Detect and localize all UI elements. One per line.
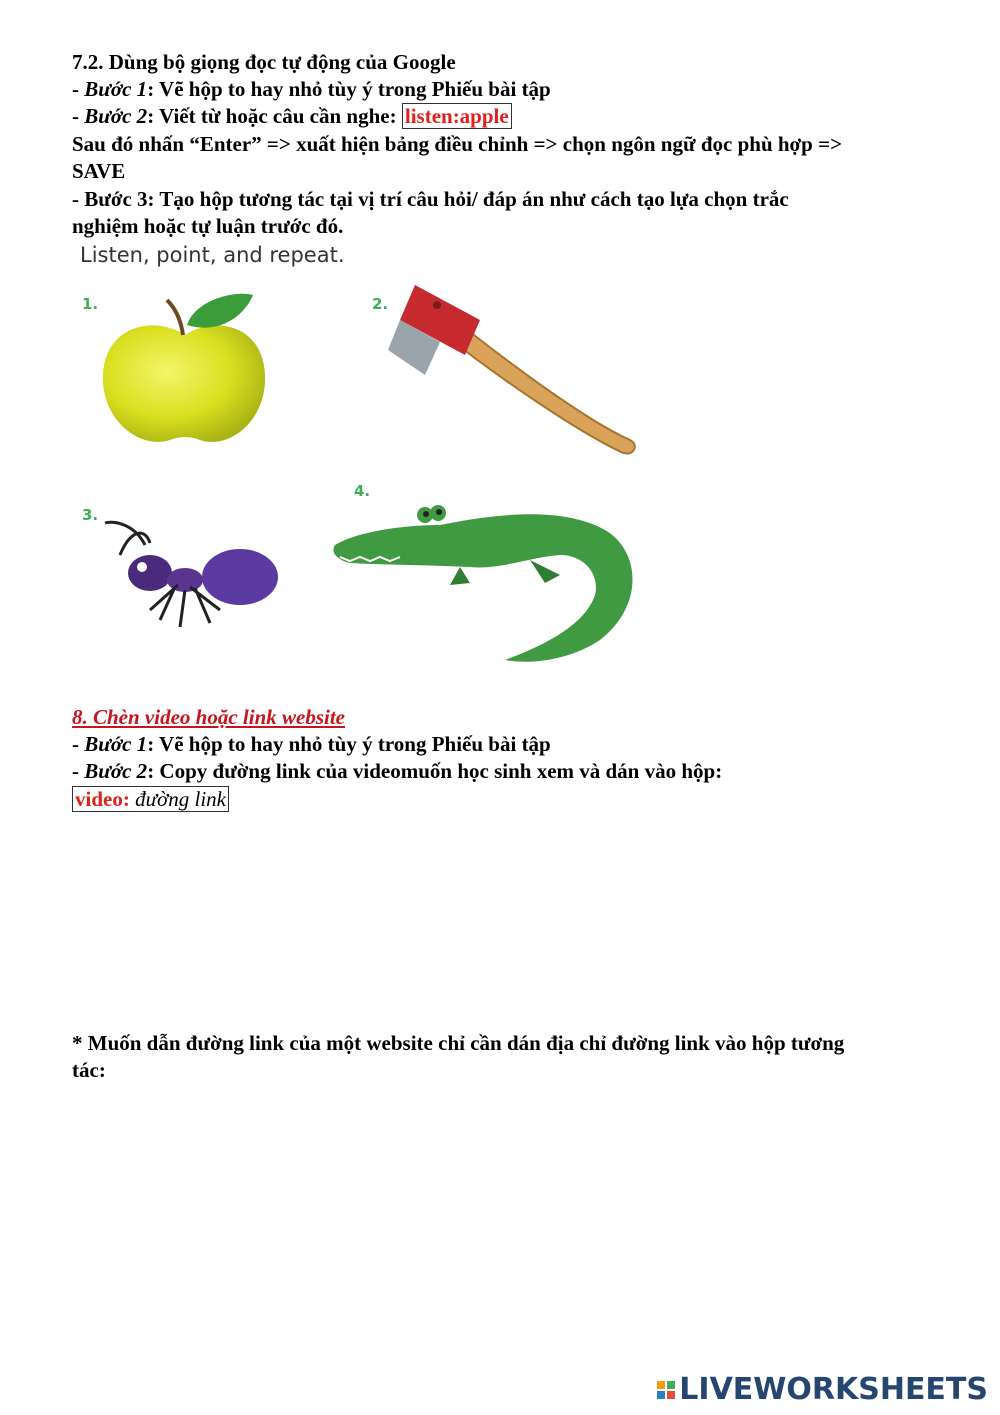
- video-link-box: [72, 786, 229, 812]
- axe-icon: [385, 280, 645, 460]
- step2-text: : Viết từ hoặc câu cần nghe:: [147, 104, 402, 128]
- section-8-heading[interactable]: 8. Chèn video hoặc link website: [72, 705, 345, 729]
- item-number-3: 3.: [82, 506, 99, 524]
- section8-step1-text: : Vẽ hộp to hay nhỏ tùy ý trong Phiếu bài tập: [147, 732, 551, 756]
- video-link-line: [72, 786, 229, 813]
- item-number-1: 1.: [82, 295, 99, 313]
- brand-name: LIVEWORKSHEETS: [679, 1372, 988, 1407]
- enter-instruction-line-1: Sau đó nhấn “Enter” => xuất hiện bảng điều chỉnh => chọn ngôn ngữ đọc phù hợp =>: [72, 132, 843, 156]
- alligator-icon: [330, 495, 650, 670]
- step2-label: Bước 2: [84, 104, 148, 128]
- liveworksheets-logo: [657, 1372, 988, 1407]
- section8-step1-prefix: -: [72, 732, 85, 756]
- video-label: video:: [75, 787, 130, 811]
- website-note-line-2: tác:: [72, 1058, 106, 1082]
- step2-line: [72, 103, 512, 130]
- section8-step2-text: : Copy đường link của videomuốn học sinh xem và dán vào hộp:: [147, 759, 723, 783]
- enter-instruction-line-2: SAVE: [72, 159, 126, 183]
- website-note-line-1: * Muốn dẫn đường link của một website chỉ cần dán địa chỉ đường link vào hộp tương: [72, 1031, 845, 1055]
- section-title-7-2: 7.2. Dùng bộ giọng đọc tự động của Google: [72, 50, 456, 74]
- step3-line-2: nghiệm hoặc tự luận trước đó.: [72, 214, 344, 238]
- illustration-title: Listen, point, and repeat.: [80, 243, 345, 267]
- video-link-text: đường link: [129, 787, 226, 811]
- item-number-2: 2.: [372, 295, 389, 313]
- item-number-4: 4.: [354, 482, 371, 500]
- step1-line: [72, 76, 551, 103]
- section8-step1-line: [72, 731, 551, 758]
- listen-code-box: listen:apple: [402, 103, 512, 129]
- section8-step2-line: [72, 758, 722, 785]
- step2-prefix: -: [72, 104, 85, 128]
- apple-icon: [95, 290, 275, 450]
- section8-step1-label: Bước 1: [84, 732, 148, 756]
- section8-step2-prefix: -: [72, 759, 85, 783]
- step3-line-1: - Bước 3: Tạo hộp tương tác tại vị trí câu hỏi/ đáp án như cách tạo lựa chọn trắc: [72, 187, 789, 211]
- step1-label: Bước 1: [84, 77, 148, 101]
- section8-step2-label: Bước 2: [84, 759, 148, 783]
- step1-prefix: -: [72, 77, 85, 101]
- liveworksheets-logo-icon: [657, 1381, 675, 1399]
- ant-icon: [100, 515, 285, 640]
- step1-text: : Vẽ hộp to hay nhỏ tùy ý trong Phiếu bài tập: [147, 77, 551, 101]
